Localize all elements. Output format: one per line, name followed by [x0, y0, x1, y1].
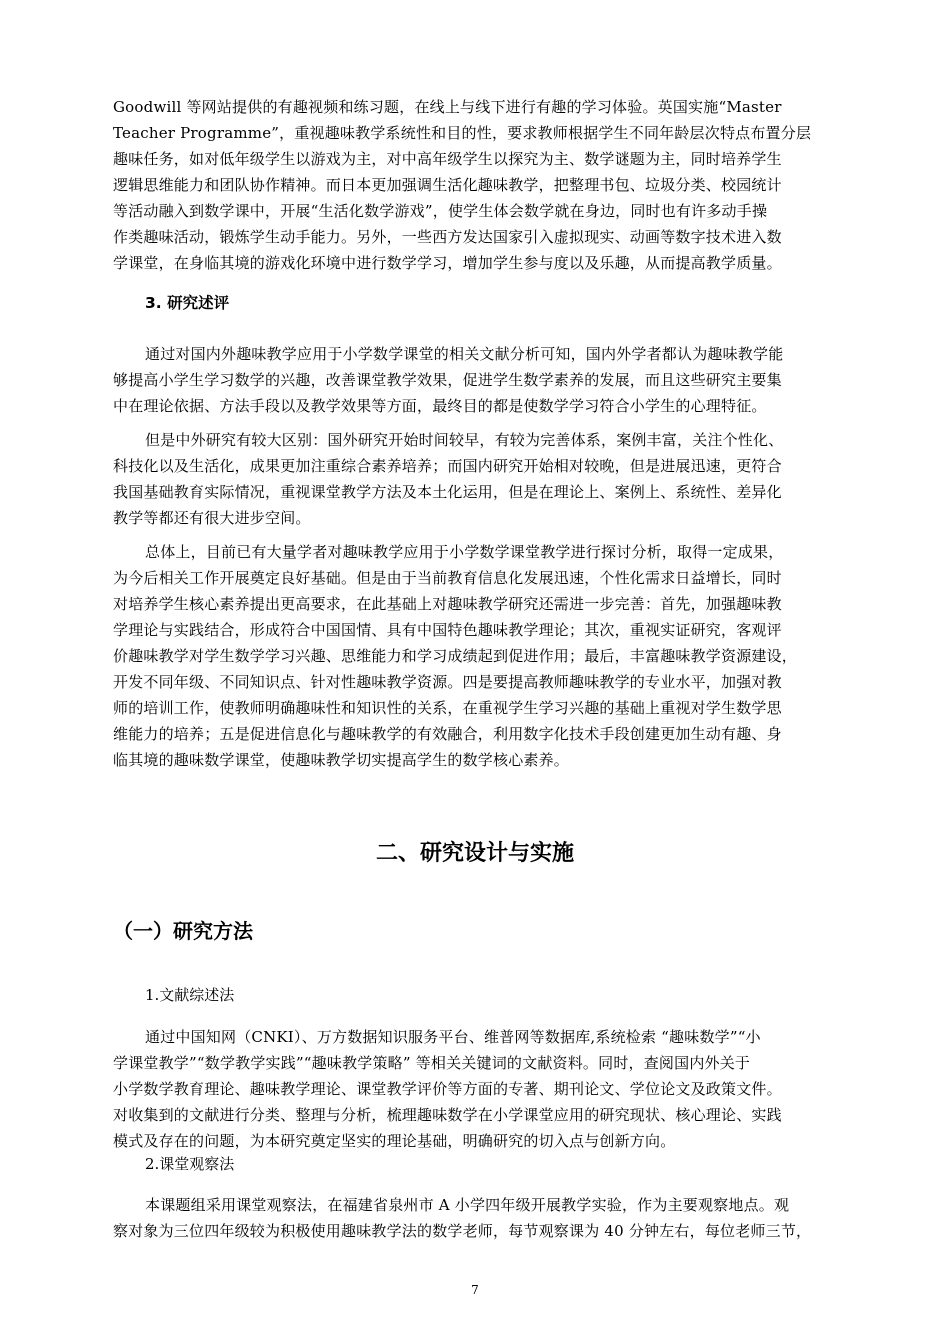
paragraph-line: 教学等都还有很大进步空间。 — [113, 509, 311, 527]
paragraph-line: 维能力的培养；五是促进信息化与趣味教学的有效融合，利用数字化技术手段创建更加生动有趣、身 — [113, 725, 782, 743]
paragraph-line: 但是中外研究有较大区别：国外研究开始时间较早，有较为完善体系，案例丰富，关注个性化、 — [145, 431, 784, 449]
paragraph-line: 学课堂，在身临其境的游戏化环境中进行数学学习，增加学生参与度以及乐趣，从而提高教学质量。 — [113, 254, 782, 272]
paragraph-line: 中在理论依据、方法手段以及教学效果等方面，最终目的都是使数学学习符合小学生的心理特征。 — [113, 397, 767, 415]
paragraph-line: 察对象为三位四年级较为积极使用趣味教学法的数学老师，每节观察课为 40 分钟左右，每位老师三节， — [113, 1222, 812, 1240]
paragraph-line: 为今后相关工作开展奠定良好基础。但是由于当前教育信息化发展迅速，个性化需求日益增长，同时 — [113, 569, 782, 587]
paragraph-line: Teacher Programme”，重视趣味教学系统性和目的性，要求教师根据学生不同年龄层次特点布置分层 — [113, 124, 812, 142]
paragraph-line: 临其境的趣味数学课堂，使趣味教学切实提高学生的数学核心素养。 — [113, 751, 570, 769]
page-number: 7 — [471, 1283, 479, 1297]
paragraph-line: 等活动融入到数学课中，开展“生活化数学游戏”，使学生体会数学就在身边，同时也有许多动手操 — [113, 202, 768, 220]
paragraph-line: 模式及存在的问题，为本研究奠定坚实的理论基础，明确研究的切入点与创新方向。 — [113, 1132, 676, 1150]
chapter-title: 二、研究设计与实施 — [375, 841, 574, 866]
paragraph-line: 我国基础教育实际情况，重视课堂教学方法及本土化运用，但是在理论上、案例上、系统性、差异化 — [113, 483, 782, 501]
paragraph-line: 学课堂教学”“数学教学实践”“趣味教学策略” 等相关关键词的文献资料。同时，查阅国内外关于 — [113, 1054, 751, 1072]
paragraph-line: 科技化以及生活化，成果更加注重综合素养培养；而国内研究开始相对较晚，但是进展迅速，更符合 — [113, 457, 782, 475]
paragraph-line: 趣味任务，如对低年级学生以游戏为主，对中高年级学生以探究为主、数学谜题为主，同时培养学生 — [113, 150, 782, 168]
paragraph-line: 本课题组采用课堂观察法，在福建省泉州市 A 小学四年级开展教学实验，作为主要观察地点。观 — [145, 1196, 790, 1214]
paragraph-line: 总体上，目前已有大量学者对趣味教学应用于小学数学课堂教学进行探讨分析，取得一定成果， — [145, 543, 784, 561]
paragraph-line: 师的培训工作，使教师明确趣味性和知识性的关系，在重视学生学习兴趣的基础上重视对学生数学思 — [113, 699, 782, 717]
section-title: （一）研究方法 — [113, 919, 253, 943]
method-heading: 1.文献综述法 — [145, 986, 235, 1004]
paragraph-line: 够提高小学生学习数学的兴趣，改善课堂教学效果，促进学生数学素养的发展，而且这些研究主要集 — [113, 371, 782, 389]
paragraph-line: 作类趣味活动，锻炼学生动手能力。另外，一些西方发达国家引入虚拟现实、动画等数字技术进入数 — [113, 228, 782, 246]
paragraph-line: 逻辑思维能力和团队协作精神。而日本更加强调生活化趣味教学，把整理书包、垃圾分类、校园统计 — [113, 176, 782, 194]
paragraph-line: 学理论与实践结合，形成符合中国国情、具有中国特色趣味教学理论；其次，重视实证研究，客观评 — [113, 621, 782, 639]
paragraph-line: 开发不同年级、不同知识点、针对性趣味教学资源。四是要提高教师趣味教学的专业水平，加强对教 — [113, 673, 782, 691]
paragraph-line: 对培养学生核心素养提出更高要求，在此基础上对趣味教学研究还需进一步完善：首先，加强趣味教 — [113, 595, 782, 613]
subsection-heading: 3. 研究述评 — [145, 294, 230, 312]
paragraph-line: 对收集到的文献进行分类、整理与分析，梳理趣味数学在小学课堂应用的研究现状、核心理论、实践 — [113, 1106, 782, 1124]
paragraph-line: 通过中国知网（CNKI）、万方数据知识服务平台、维普网等数据库,系统检索 “趣味数学”“小 — [145, 1028, 761, 1046]
paragraph-line: 价趣味教学对学生数学学习兴趣、思维能力和学习成绩起到促进作用；最后，丰富趣味教学资源建设， — [113, 647, 798, 665]
paragraph-line: 小学数学教育理论、趣味教学理论、课堂教学评价等方面的专著、期刊论文、学位论文及政策文件。 — [113, 1080, 782, 1098]
method-heading: 2.课堂观察法 — [145, 1155, 235, 1173]
paragraph-line: 通过对国内外趣味教学应用于小学数学课堂的相关文献分析可知，国内外学者都认为趣味教学能 — [145, 345, 784, 363]
paragraph-line: Goodwill 等网站提供的有趣视频和练习题，在线上与线下进行有趣的学习体验。英国实施“Master — [113, 98, 782, 116]
